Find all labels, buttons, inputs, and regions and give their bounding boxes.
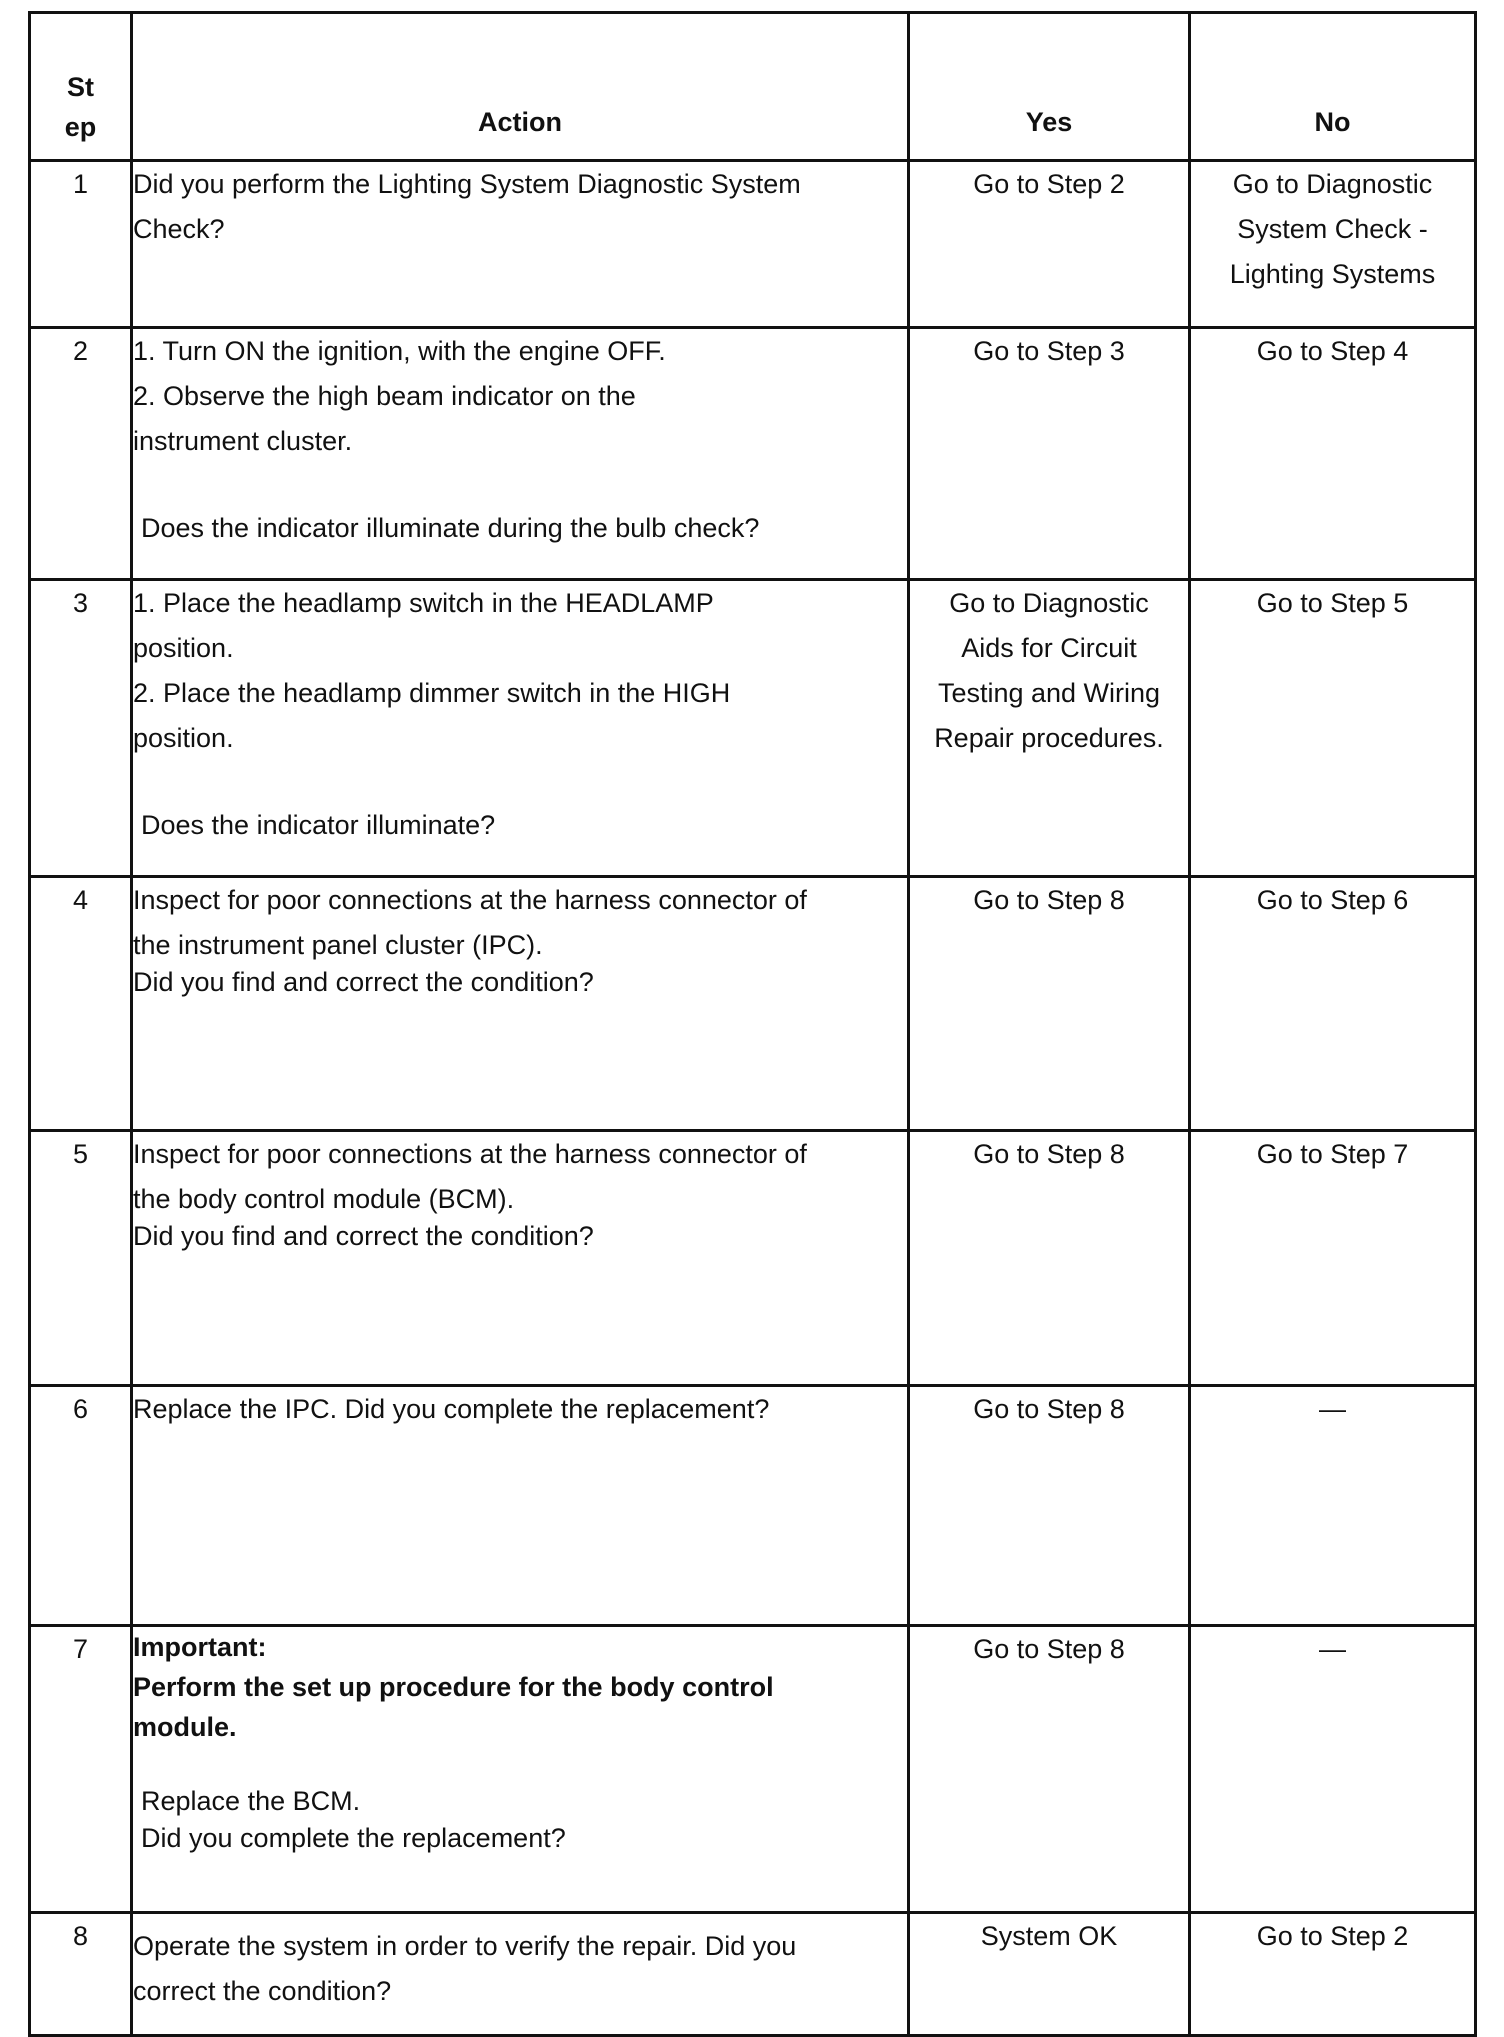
no-result: Lighting Systems	[1229, 259, 1436, 289]
table-row	[30, 580, 1476, 877]
action-line: the body control module (BCM).	[133, 1184, 515, 1214]
step-number: 5	[30, 1131, 132, 1386]
action-line: Did you complete the replacement?	[141, 1823, 566, 1853]
no-result: Go to Step 2	[1256, 1921, 1409, 1951]
no-cell	[1190, 1626, 1476, 1913]
step-number: 2	[30, 328, 132, 580]
step-header-line-1: St	[67, 72, 94, 102]
action-line: 1. Turn ON the ignition, with the engine OFF.	[133, 336, 666, 366]
action-line: Did you find and correct the condition?	[133, 1221, 594, 1251]
step-number: 1	[30, 161, 132, 328]
no-cell	[1190, 877, 1476, 1131]
action-line: Replace the IPC. Did you complete the replacement?	[133, 1394, 770, 1424]
no-cell	[1190, 1386, 1476, 1626]
yes-result: Go to Step 2	[973, 169, 1125, 199]
action-cell	[132, 1131, 909, 1386]
no-cell	[1190, 580, 1476, 877]
step-number: 7	[30, 1626, 132, 1913]
action-cell	[132, 161, 909, 328]
no-result-dash: —	[1319, 1634, 1346, 1664]
yes-cell	[909, 1131, 1190, 1386]
action-line: correct the condition?	[133, 1976, 392, 2006]
no-column-header: No	[1190, 13, 1476, 161]
table-row	[30, 1131, 1476, 1386]
yes-cell	[909, 161, 1190, 328]
action-question: Does the indicator illuminate during the bulb check?	[141, 513, 760, 543]
action-line: Did you find and correct the condition?	[133, 967, 594, 997]
yes-result: Go to Step 8	[973, 1139, 1125, 1169]
no-result: Go to Step 4	[1256, 336, 1409, 366]
action-line: the instrument panel cluster (IPC).	[133, 930, 543, 960]
step-number: 6	[30, 1386, 132, 1626]
action-line: Inspect for poor connections at the harness connector of	[133, 885, 807, 915]
action-line: position.	[133, 633, 234, 663]
table-row	[30, 1626, 1476, 1913]
yes-column-header: Yes	[909, 13, 1190, 161]
table-row	[30, 1386, 1476, 1626]
action-column-header: Action	[132, 13, 909, 161]
action-line: 1. Place the headlamp switch in the HEADLAMP	[133, 588, 714, 618]
action-line: position.	[133, 723, 234, 753]
yes-cell	[909, 1626, 1190, 1913]
no-result-dash: —	[1319, 1394, 1346, 1424]
step-column-header	[30, 13, 132, 161]
yes-result: System OK	[980, 1921, 1118, 1951]
table-row	[30, 328, 1476, 580]
no-result: Go to Step 5	[1256, 588, 1409, 618]
no-cell	[1190, 328, 1476, 580]
yes-result: Testing and Wiring	[937, 678, 1161, 708]
action-line: Operate the system in order to verify the repair. Did you	[133, 1931, 797, 1961]
important-text: module.	[133, 1712, 237, 1742]
action-cell	[132, 1626, 909, 1913]
yes-result: Go to Step 8	[973, 1394, 1125, 1424]
step-number: 3	[30, 580, 132, 877]
action-line: Replace the BCM.	[141, 1786, 361, 1816]
action-cell	[132, 328, 909, 580]
yes-cell	[909, 1386, 1190, 1626]
action-cell	[132, 877, 909, 1131]
yes-cell	[909, 1913, 1190, 2036]
action-line: instrument cluster.	[133, 426, 353, 456]
diagnostic-table	[28, 11, 1477, 2037]
action-cell	[132, 580, 909, 877]
table-row	[30, 1913, 1476, 2036]
yes-result: Repair procedures.	[934, 723, 1164, 753]
yes-result: Aids for Circuit	[961, 633, 1137, 663]
step-number: 4	[30, 877, 132, 1131]
no-result: Go to Step 7	[1256, 1139, 1409, 1169]
action-line: Inspect for poor connections at the harness connector of	[133, 1139, 807, 1169]
yes-result: Go to Diagnostic	[949, 588, 1149, 618]
no-result: Go to Step 6	[1256, 885, 1409, 915]
yes-cell	[909, 328, 1190, 580]
step-number: 8	[30, 1913, 132, 2036]
action-question: Does the indicator illuminate?	[141, 810, 496, 840]
important-text: Perform the set up procedure for the body control	[133, 1672, 774, 1702]
yes-cell	[909, 580, 1190, 877]
table-row	[30, 161, 1476, 328]
no-result: System Check -	[1237, 214, 1428, 244]
action-line: Check?	[133, 214, 225, 244]
action-line: Did you perform the Lighting System Diagnostic System	[133, 169, 801, 199]
no-cell	[1190, 161, 1476, 328]
action-line: 2. Place the headlamp dimmer switch in the HIGH	[133, 678, 731, 708]
table-row	[30, 877, 1476, 1131]
no-cell	[1190, 1131, 1476, 1386]
yes-result: Go to Step 3	[973, 336, 1125, 366]
action-cell	[132, 1913, 909, 2036]
no-cell	[1190, 1913, 1476, 2036]
no-result: Go to Diagnostic	[1232, 169, 1433, 199]
yes-result: Go to Step 8	[973, 1634, 1125, 1664]
yes-cell	[909, 877, 1190, 1131]
action-line: 2. Observe the high beam indicator on the	[133, 381, 636, 411]
table-header-row	[30, 13, 1476, 161]
important-label: Important:	[133, 1632, 267, 1662]
step-header-line-2: ep	[64, 112, 97, 142]
action-cell	[132, 1386, 909, 1626]
yes-result: Go to Step 8	[973, 885, 1125, 915]
